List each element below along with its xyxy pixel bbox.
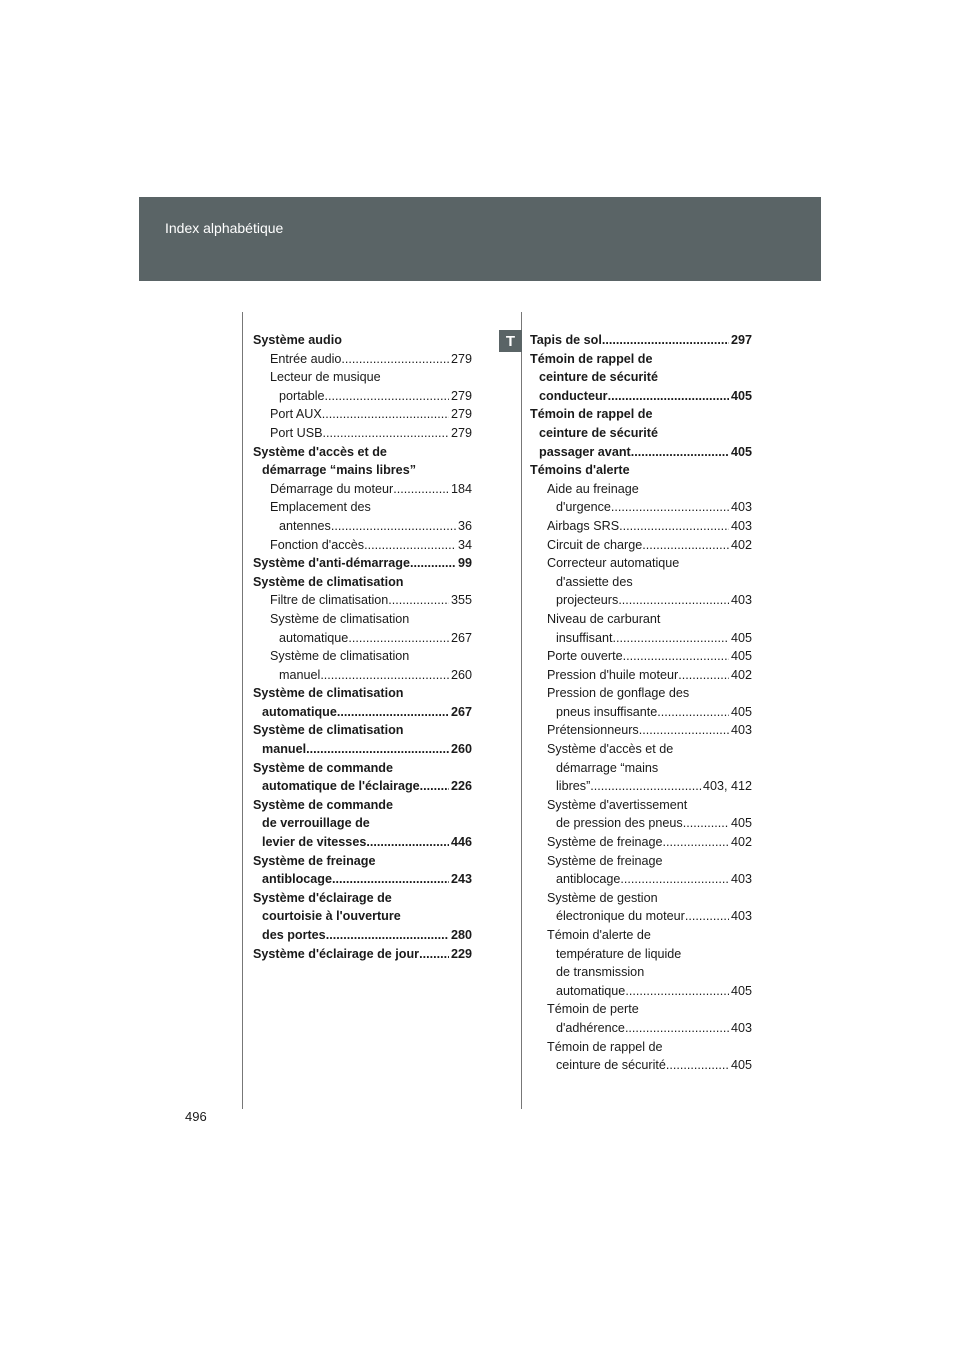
index-entry (530, 684, 752, 703)
index-entry (530, 963, 752, 982)
index-entry-text: libres” (556, 779, 591, 794)
index-entry-text: Système de freinage (253, 853, 376, 868)
index-entry-text: Témoin de rappel de (530, 351, 653, 366)
index-entry-page: 279 (450, 388, 472, 403)
index-entry-text: courtoisie à l'ouverture (262, 909, 401, 924)
index-entry-text: antiblocage (556, 872, 621, 887)
index-entry-text: Témoin d'alerte de (547, 928, 651, 942)
index-column-right (530, 331, 752, 1075)
index-entry (253, 536, 472, 555)
index-entry-text: automatique (262, 704, 337, 719)
dot-leader (323, 424, 449, 443)
index-entry-page: 184 (450, 481, 472, 496)
index-entry-text: Système de climatisation (253, 686, 404, 701)
index-entry-text: Témoin de perte (547, 1002, 639, 1017)
index-entry-page: 279 (450, 407, 472, 422)
dot-leader (326, 926, 449, 945)
dot-leader (364, 536, 456, 555)
index-entry (530, 350, 752, 369)
index-entry-page: 279 (450, 425, 472, 440)
index-entry-text: de verrouillage de (262, 816, 370, 831)
page-number: 496 (185, 1109, 207, 1124)
index-entry (530, 703, 752, 722)
index-entry (530, 498, 752, 517)
index-entry-text: conducteur (539, 388, 608, 403)
index-entry-text: Système de climatisation (270, 611, 410, 626)
index-entry (530, 1056, 752, 1075)
index-entry (253, 814, 472, 833)
index-entry (530, 870, 752, 889)
index-entry (530, 740, 752, 759)
index-entry-text: Système de climatisation (270, 649, 410, 664)
index-entry-text: passager avant (539, 444, 631, 459)
index-entry-text: manuel (279, 667, 321, 682)
index-entry-page: 403, 412 (702, 779, 752, 794)
index-entry-text: Système d'anti-démarrage (253, 556, 410, 571)
index-entry (253, 461, 472, 480)
index-entry (253, 331, 472, 350)
index-entry-text: de pression des pneus (556, 816, 683, 831)
index-entry (530, 629, 752, 648)
index-entry (530, 907, 752, 926)
index-entry (253, 610, 472, 629)
dot-leader (611, 498, 729, 517)
index-entry-text: portable (279, 388, 325, 403)
index-entry-text: automatique (556, 983, 626, 998)
index-entry-text: automatique de l'éclairage (262, 779, 420, 794)
index-entry (530, 982, 752, 1001)
index-entry-text: Tapis de sol (530, 333, 602, 347)
index-entry (530, 387, 752, 406)
index-entry (530, 1038, 752, 1057)
index-column-left (253, 331, 472, 963)
index-entry (530, 777, 752, 796)
index-entry-page: 260 (450, 667, 472, 682)
right-column-divider (521, 312, 522, 1109)
index-entry-text: d'assiette des (556, 574, 633, 589)
index-entry (253, 480, 472, 499)
index-entry (530, 814, 752, 833)
index-entry-text: Système d'accès et de (547, 742, 674, 757)
index-entry (253, 387, 472, 406)
index-entry-page: 402 (730, 835, 752, 850)
index-entry (253, 852, 472, 871)
index-entry-page: 229 (450, 946, 472, 961)
dot-leader (320, 666, 449, 685)
index-entry-page: 405 (730, 388, 752, 403)
index-entry-text: Filtre de climatisation (270, 593, 389, 608)
index-entry-text: Système d'éclairage de jour (253, 946, 420, 961)
index-entry-text: Système de freinage (547, 853, 663, 868)
dot-leader (332, 870, 449, 889)
dot-leader (631, 443, 729, 462)
index-entry (253, 647, 472, 666)
index-entry-text: Niveau de carburant (547, 611, 661, 626)
index-entry-page: 36 (457, 518, 472, 533)
index-letter-tab: T (499, 330, 522, 352)
index-entry-page: 226 (450, 779, 472, 794)
index-entry (530, 443, 752, 462)
dot-leader (366, 833, 449, 852)
index-entry-text: démarrage “mains libres” (262, 463, 416, 478)
index-entry-text: Système de gestion (547, 890, 658, 905)
index-entry (253, 945, 472, 964)
index-entry (253, 889, 472, 908)
index-entry (530, 517, 752, 536)
index-entry (253, 926, 472, 945)
index-entry (253, 554, 472, 573)
index-entry-text: Système audio (253, 333, 342, 347)
index-entry-page: 405 (730, 649, 752, 664)
index-entry (530, 331, 752, 350)
index-entry-text: ceinture de sécurité (539, 370, 658, 385)
index-entry-text: antiblocage (262, 872, 332, 887)
index-entry-page: 405 (730, 816, 752, 831)
index-entry-page: 297 (730, 333, 752, 347)
dot-leader (657, 703, 729, 722)
index-entry (530, 536, 752, 555)
index-entry-text: Lecteur de musique (270, 370, 381, 385)
dot-leader (642, 536, 729, 555)
index-entry (253, 870, 472, 889)
dot-leader (322, 405, 449, 424)
dot-leader (625, 1019, 729, 1038)
index-entry (253, 759, 472, 778)
dot-leader (612, 629, 729, 648)
index-entry (530, 852, 752, 871)
index-entry-page: 267 (450, 630, 472, 645)
index-entry-text: Système de commande (253, 797, 393, 812)
index-entry (253, 443, 472, 462)
index-entry-text: Système de climatisation (253, 574, 404, 589)
dot-leader (619, 517, 729, 536)
dot-leader (663, 833, 729, 852)
dot-leader (639, 721, 729, 740)
index-entry-text: Airbags SRS (547, 518, 620, 533)
index-entry-text: Système d'accès et de (253, 444, 387, 459)
index-entry (253, 573, 472, 592)
index-entry (530, 554, 752, 573)
index-entry-page: 446 (450, 835, 472, 850)
index-entry-page: 403 (730, 1020, 752, 1035)
index-entry (253, 591, 472, 610)
dot-leader (419, 945, 449, 964)
index-entry-text: d'adhérence (556, 1020, 625, 1035)
index-entry (530, 368, 752, 387)
index-entry-text: Port AUX (270, 407, 322, 422)
index-entry (530, 833, 752, 852)
index-entry (530, 573, 752, 592)
index-entry (253, 666, 472, 685)
index-entry-page: 405 (730, 630, 752, 645)
index-entry (530, 721, 752, 740)
dot-leader (623, 647, 729, 666)
index-entry-page: 243 (450, 872, 472, 887)
index-entry-text: Fonction d'accès (270, 537, 365, 552)
index-entry (253, 907, 472, 926)
index-entry-page: 402 (730, 537, 752, 552)
index-entry-text: Système de climatisation (253, 723, 404, 738)
index-entry-text: d'urgence (556, 500, 611, 515)
index-entry-page: 405 (730, 444, 752, 459)
index-entry (253, 405, 472, 424)
index-entry-text: température de liquide (556, 946, 682, 961)
dot-leader (388, 591, 449, 610)
index-entry (253, 777, 472, 796)
index-entry (253, 721, 472, 740)
index-entry-text: antennes (279, 518, 331, 533)
index-entry-page: 260 (450, 742, 472, 757)
index-entry (253, 703, 472, 722)
index-entry (253, 833, 472, 852)
index-entry-page: 280 (450, 928, 472, 942)
index-entry (530, 461, 752, 480)
index-entry-text: Témoin de rappel de (547, 1039, 663, 1054)
index-entry-text: manuel (262, 742, 307, 757)
index-entry-text: des portes (262, 928, 326, 942)
index-entry-text: levier de vitesses (262, 835, 367, 850)
left-column-divider (242, 312, 243, 1109)
index-entry-page: 267 (450, 704, 472, 719)
index-entry-text: Témoin de rappel de (530, 407, 653, 422)
index-entry-page: 405 (730, 1058, 752, 1073)
index-entry-page: 403 (730, 872, 752, 887)
index-entry-text: Système d'éclairage de (253, 890, 392, 905)
index-entry-page: 403 (730, 723, 752, 738)
index-entry-text: Aide au freinage (547, 481, 639, 496)
dot-leader (393, 480, 449, 499)
index-entry-page: 403 (730, 909, 752, 924)
index-entry-text: insuffisant (556, 630, 613, 645)
index-entry-text: de transmission (556, 965, 645, 980)
index-entry-text: Pression de gonflage des (547, 686, 690, 701)
dot-leader (337, 703, 449, 722)
index-entry (530, 926, 752, 945)
dot-leader (683, 814, 729, 833)
index-entry-text: projecteurs (556, 593, 619, 608)
index-entry-text: ceinture de sécurité (539, 425, 658, 440)
dot-leader (625, 982, 729, 1001)
index-entry-text: Système de commande (253, 760, 393, 775)
index-entry-page: 403 (730, 593, 752, 608)
index-entry-text: automatique (279, 630, 349, 645)
index-entry (530, 424, 752, 443)
index-entry-page: 405 (730, 983, 752, 998)
index-entry (530, 945, 752, 964)
index-entry-text: Porte ouverte (547, 649, 623, 664)
index-entry-text: Pression d'huile moteur (547, 667, 679, 682)
index-entry (530, 610, 752, 629)
dot-leader (348, 629, 449, 648)
dot-leader (331, 517, 456, 536)
index-entry-text: Port USB (270, 425, 323, 440)
index-entry (253, 424, 472, 443)
index-entry (253, 517, 472, 536)
dot-leader (685, 907, 729, 926)
index-entry-text: Témoins d'alerte (530, 463, 630, 478)
index-entry-page: 34 (457, 537, 472, 552)
index-entry-text: électronique du moteur (556, 909, 685, 924)
dot-leader (602, 331, 729, 350)
index-entry-text: Emplacement des (270, 500, 371, 515)
index-entry (530, 1000, 752, 1019)
index-entry-text: Système de freinage (547, 835, 663, 850)
index-entry (253, 684, 472, 703)
index-entry (530, 647, 752, 666)
index-entry (253, 740, 472, 759)
dot-leader (666, 1056, 729, 1075)
index-entry-text: pneus insuffisante (556, 704, 658, 719)
index-entry-page: 99 (457, 556, 472, 571)
index-entry (253, 368, 472, 387)
index-entry (530, 759, 752, 778)
index-entry (253, 498, 472, 517)
index-entry-text: Prétensionneurs (547, 723, 639, 738)
dot-leader (325, 387, 449, 406)
page-header (139, 197, 821, 281)
index-entry-text: Correcteur automatique (547, 556, 680, 571)
dot-leader (678, 666, 729, 685)
index-entry-text: ceinture de sécurité (556, 1058, 666, 1073)
index-entry (530, 666, 752, 685)
index-entry-text: Système d'avertissement (547, 797, 688, 812)
dot-leader (341, 350, 449, 369)
index-entry-page: 355 (450, 593, 472, 608)
index-entry-page: 405 (730, 704, 752, 719)
index-entry-page: 403 (730, 500, 752, 515)
index-entry-page: 279 (450, 351, 472, 366)
index-entry-text: Entrée audio (270, 351, 342, 366)
dot-leader (410, 554, 456, 573)
index-entry-text: démarrage “mains (556, 760, 659, 775)
index-entry (530, 796, 752, 815)
dot-leader (608, 387, 729, 406)
index-entry (530, 405, 752, 424)
dot-leader (420, 777, 449, 796)
index-entry (253, 629, 472, 648)
dot-leader (618, 591, 729, 610)
header-title: Index alphabétique (165, 220, 284, 236)
index-entry (530, 889, 752, 908)
dot-leader (620, 870, 729, 889)
index-entry (253, 350, 472, 369)
index-entry-text: Démarrage du moteur (270, 481, 394, 496)
index-entry (530, 480, 752, 499)
index-entry (530, 591, 752, 610)
dot-leader (306, 740, 449, 759)
index-entry-text: Circuit de charge (547, 537, 643, 552)
index-entry (530, 1019, 752, 1038)
index-entry-page: 402 (730, 667, 752, 682)
index-entry-page: 403 (730, 518, 752, 533)
index-entry (253, 796, 472, 815)
dot-leader (590, 777, 701, 796)
